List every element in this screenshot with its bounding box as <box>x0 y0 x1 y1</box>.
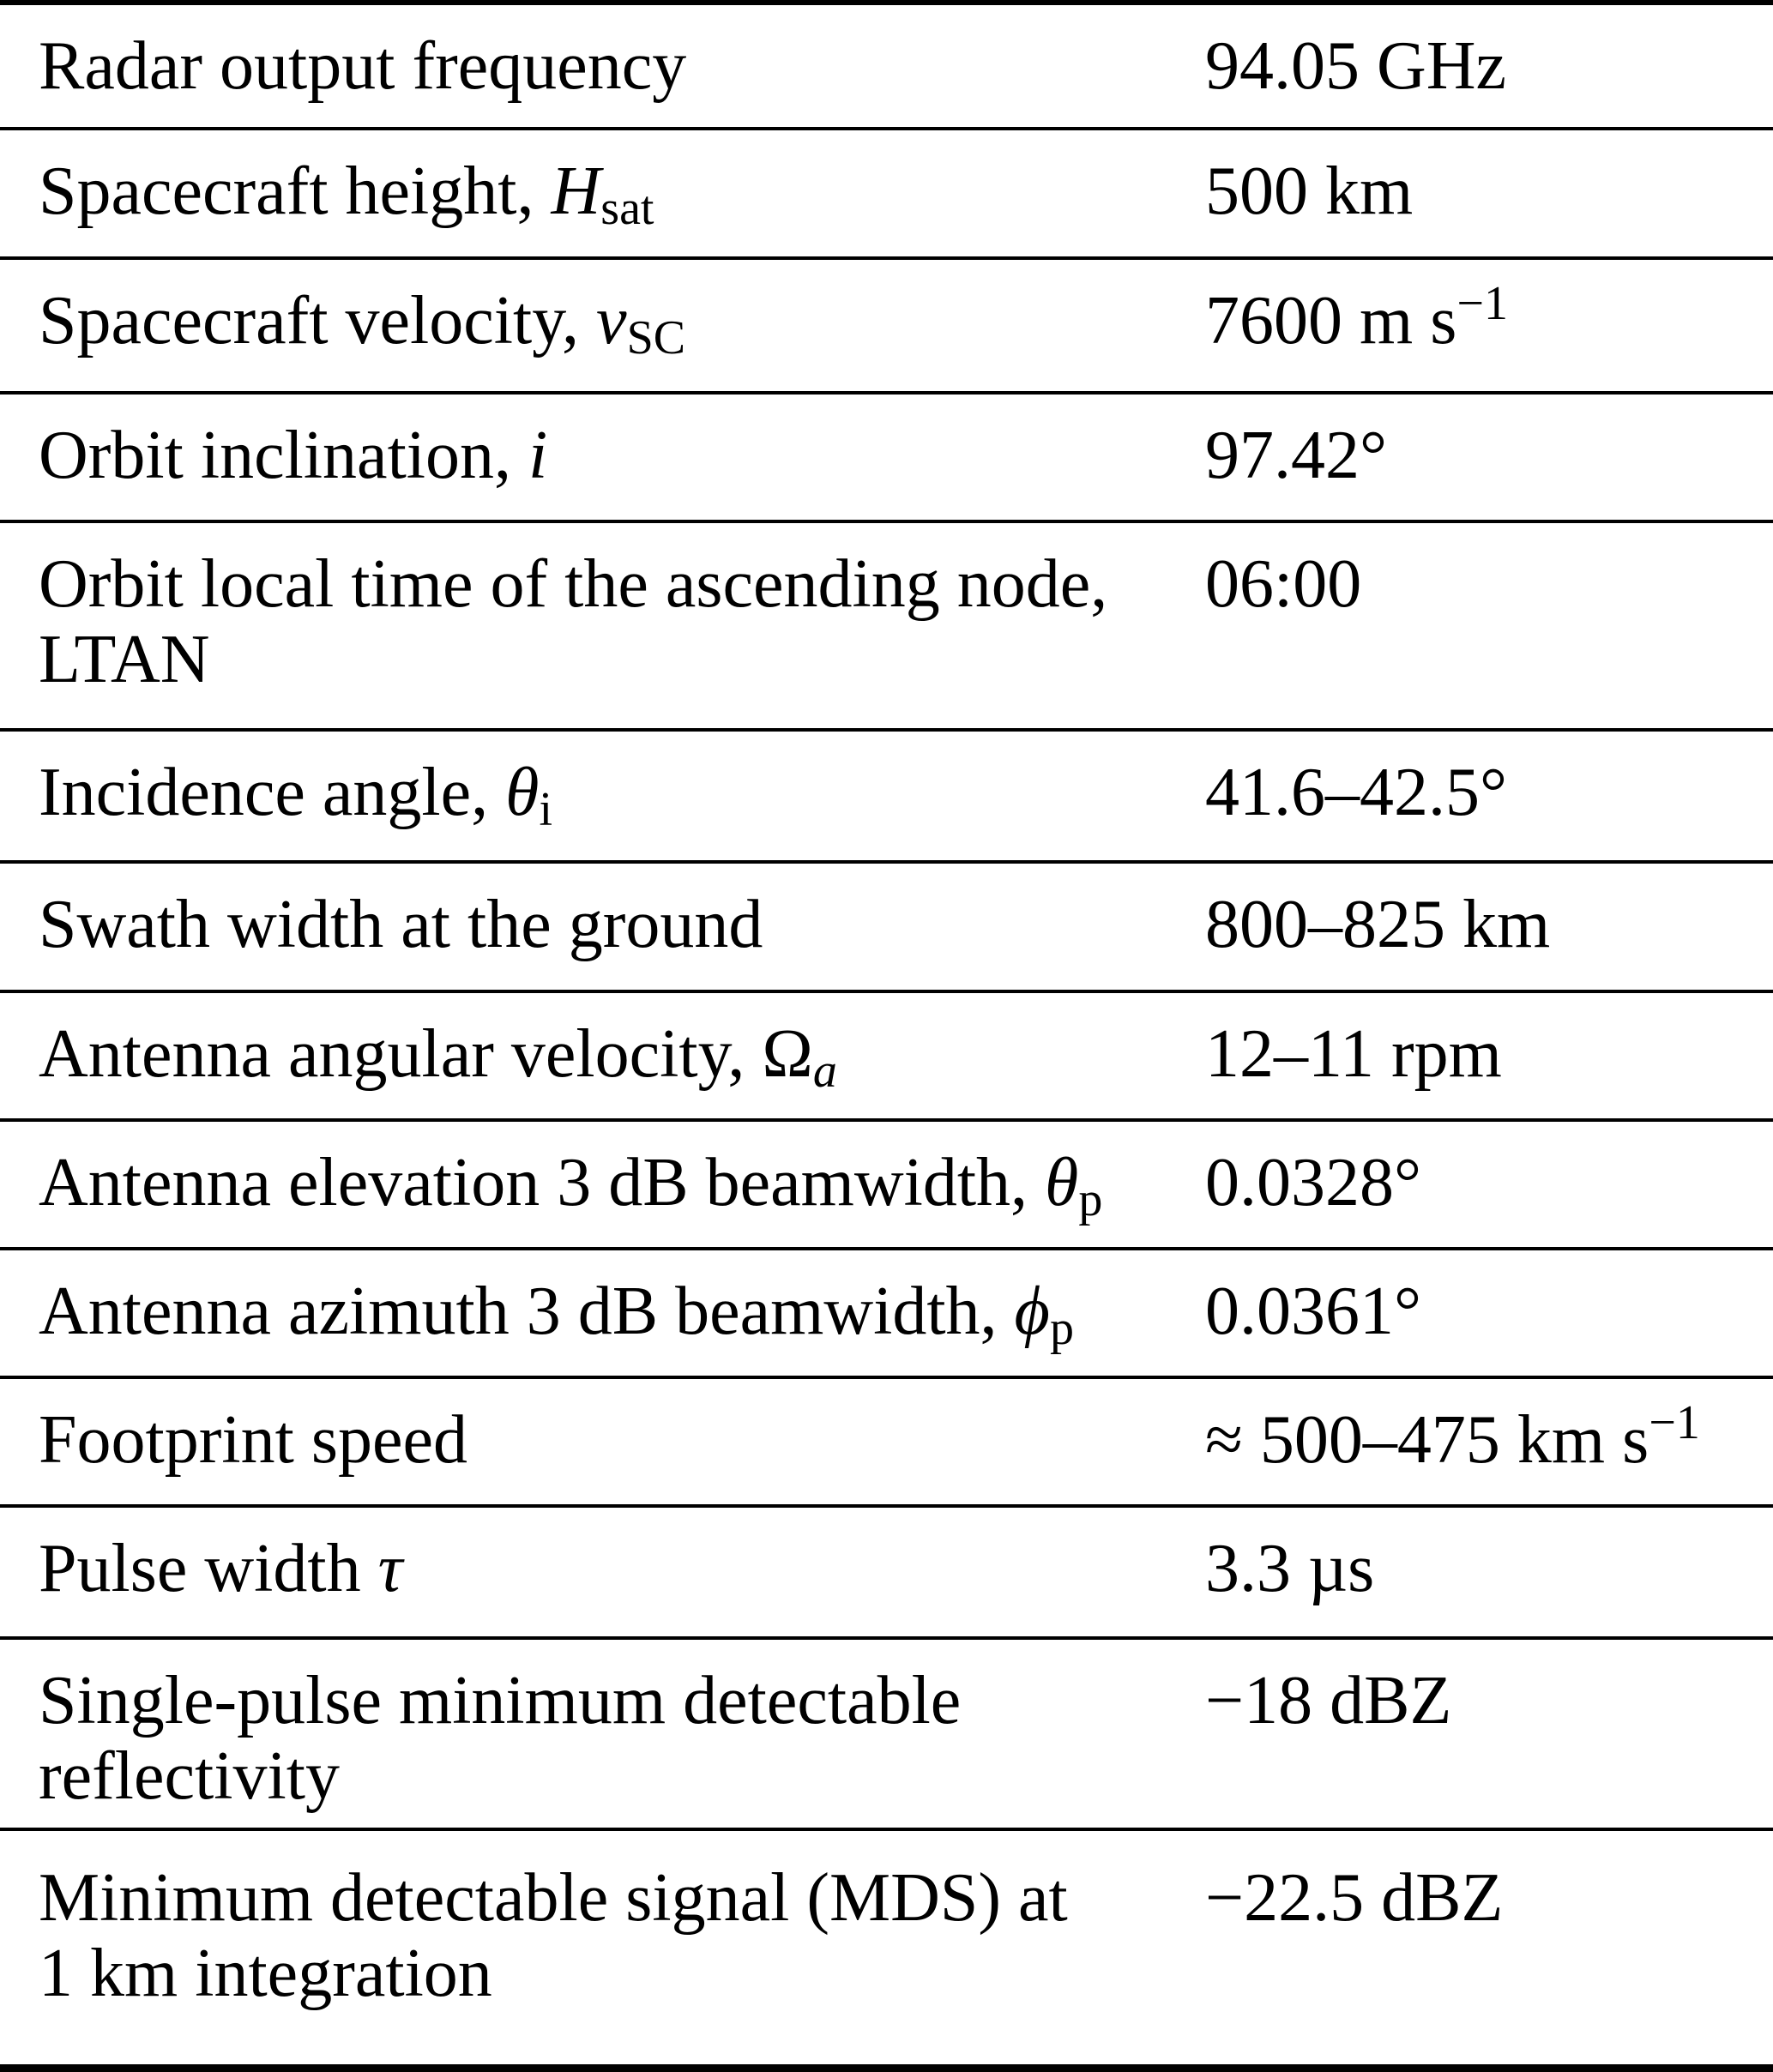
parameter-value: 7600 m $s^{-1}$ <box>1205 277 1508 358</box>
parameter-name: Radar output frequency <box>39 28 687 104</box>
parameter-value: ≈ 500–475 km $s^{-1}$ <box>1205 1396 1700 1478</box>
table-row <box>0 1379 1773 1508</box>
parameter-name: Footprint speed <box>39 1402 467 1478</box>
table-row <box>0 523 1773 732</box>
table-row <box>0 1250 1773 1379</box>
parameter-name: Incidence angle, $\theta_i$ <box>39 755 552 837</box>
parameter-value: 800–825 km <box>1205 887 1551 962</box>
table-row <box>0 1122 1773 1250</box>
parameter-name: Minimum detectable signal (MDS) at 1 km integration <box>39 1860 1068 2011</box>
table-row <box>0 1508 1773 1640</box>
parameter-value: −18 dBZ <box>1205 1663 1452 1738</box>
parameter-name: Pulse width τ <box>39 1531 403 1606</box>
parameter-value: 3.3 µs <box>1205 1531 1375 1606</box>
parameter-name: Single-pulse minimum detectable reflectivity <box>39 1663 962 1814</box>
table-row <box>0 732 1773 864</box>
parameter-value: 06:00 <box>1205 546 1362 622</box>
table-row <box>0 864 1773 993</box>
table-row <box>0 1831 1773 2064</box>
table-row <box>0 395 1773 523</box>
parameter-value: 0.0328° <box>1205 1145 1421 1220</box>
parameter-name: Spacecraft height, $H_{sat}$ <box>39 154 654 236</box>
parameter-name: Orbit local time of the ascending node, LTAN <box>39 546 1108 697</box>
table-row <box>0 1640 1773 1831</box>
parameter-name: Antenna angular velocity, $\Omega_a$ <box>39 1016 837 1099</box>
table-row <box>0 260 1773 395</box>
table-row <box>0 993 1773 1122</box>
parameter-value: 500 km <box>1205 154 1414 229</box>
parameter-value: 0.0361° <box>1205 1274 1421 1349</box>
parameter-value: 41.6–42.5° <box>1205 755 1507 830</box>
parameter-name: Antenna azimuth 3 dB beamwidth, $\phi_p$ <box>39 1274 1074 1356</box>
table-row <box>0 5 1773 130</box>
parameter-name: Orbit inclination, i <box>39 418 548 493</box>
parameter-name: Swath width at the ground <box>39 887 763 962</box>
parameter-value: 12–11 rpm <box>1205 1016 1502 1092</box>
table-row <box>0 130 1773 260</box>
parameter-name: Antenna elevation 3 dB beamwidth, $\theta_p$ <box>39 1145 1103 1227</box>
parameter-value: 97.42° <box>1205 418 1387 493</box>
parameter-value: −22.5 dBZ <box>1205 1860 1504 1936</box>
parameter-value: 94.05 GHz <box>1205 28 1507 104</box>
parameter-name: Spacecraft velocity, $v_{SC}$ <box>39 283 686 365</box>
